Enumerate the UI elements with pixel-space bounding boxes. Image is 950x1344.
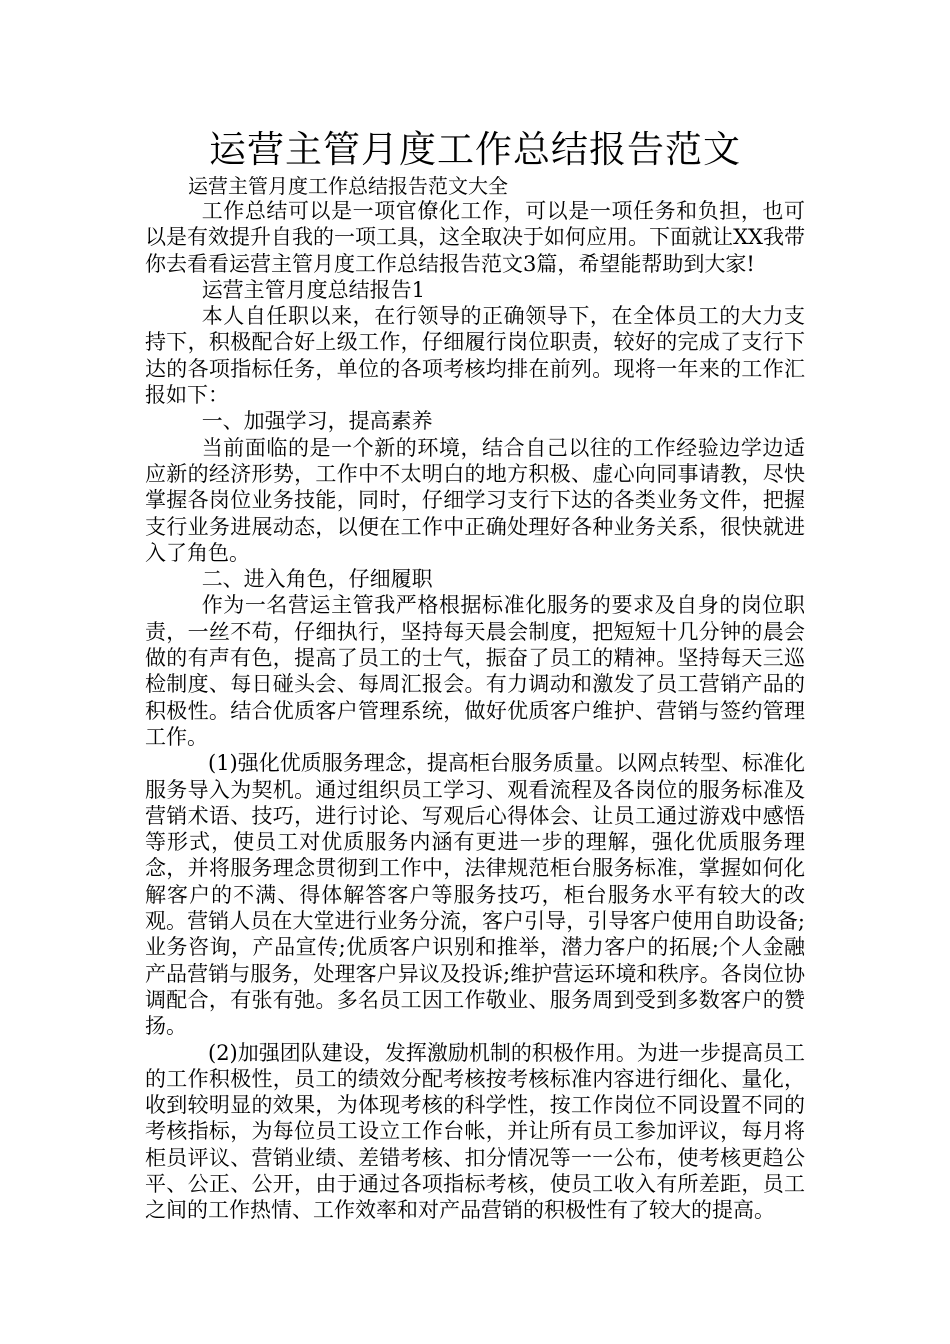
paragraph-study: 当前面临的是一个新的环境，结合自己以往的工作经验边学边适应新的经济形势，工作中不太明白的地方积极、虚心向同事请教，尽快掌握各岗位业务技能，同时，仔细学习支行下达的各类业务文件，把握支行业务进展动态，以便在工作中正确处理好各种业务关系，很快就进入了角色。: [145, 435, 805, 565]
section-heading-report-1: 运营主管月度总结报告1: [201, 277, 426, 302]
paragraph-role: 作为一名营运主管我严格根据标准化服务的要求及自身的岗位职责，一丝不苟，仔细执行，坚持每天晨会制度，把短短十几分钟的晨会做的有声有色，提高了员工的士气，振奋了员工的精神。坚持每天三巡检制度、每日碰头会、每周汇报会。有力调动和激发了员工营销产品的积极性。结合优质客户管理系统，做好优质客户维护、营销与签约管理工作。: [145, 593, 805, 749]
section-heading-study: 一、加强学习，提高素养: [201, 409, 433, 434]
document-body: [145, 198, 805, 1224]
paragraph-opening: 本人自任职以来，在行领导的正确领导下，在全体员工的大力支持下，积极配合好上级工作，仔细履行岗位职责，较好的完成了支行下达的各项指标任务，单位的各项考核均排在前列。现将一年来的工作汇报如下：: [145, 304, 805, 408]
paragraph-service: (1)强化优质服务理念，提高柜台服务质量。以网点转型、标准化服务导入为契机。通过组织员工学习、观看流程及各岗位的服务标准及营销术语、技巧，进行讨论、写观后心得体会、让员工通过游戏中感悟等形式，使员工对优质服务内涵有更进一步的理解，强化优质服务理念，并将服务理念贯彻到工作中，法律规范柜台服务标准，掌握如何化解客户的不满、得体解答客户等服务技巧，柜台服务水平有较大的改观。营销人员在大堂进行业务分流，客户引导，引导客户使用自助设备;业务咨询，产品宣传;优质客户识别和推举，潜力客户的拓展;个人金融产品营销与服务，处理客户异议及投诉;维护营运环境和秩序。各岗位协调配合，有张有弛。多名员工因工作敬业、服务周到受到多数客户的赞扬。: [145, 751, 805, 1039]
document-title: 运营主管月度工作总结报告范文: [209, 128, 741, 171]
section-heading-role: 二、进入角色，仔细履职: [201, 567, 433, 592]
paragraph-intro: 工作总结可以是一项官僚化工作，可以是一项任务和负担，也可以是有效提升自我的一项工具，这全取决于如何应用。下面就让XX我带你去看看运营主管月度工作总结报告范文3篇，希望能帮助到大家!: [145, 199, 805, 276]
paragraph-team: (2)加强团队建设，发挥激励机制的积极作用。为进一步提高员工的工作积极性，员工的绩效分配考核按考核标准内容进行细化、量化，收到较明显的效果，为体现考核的科学性，按工作岗位不同设置不同的考核指标，为每位员工设立工作台帐，并让所有员工参加评议，每月将柜员评议、营销业绩、差错考核、扣分情况等一一公布，使考核更趋公平、公正、公开，由于通过各项指标考核，使员工收入有所差距，员工之间的工作热情、工作效率和对产品营销的积极性有了较大的提高。: [145, 1040, 805, 1223]
document-subtitle: 运营主管月度工作总结报告范文大全: [188, 174, 508, 198]
